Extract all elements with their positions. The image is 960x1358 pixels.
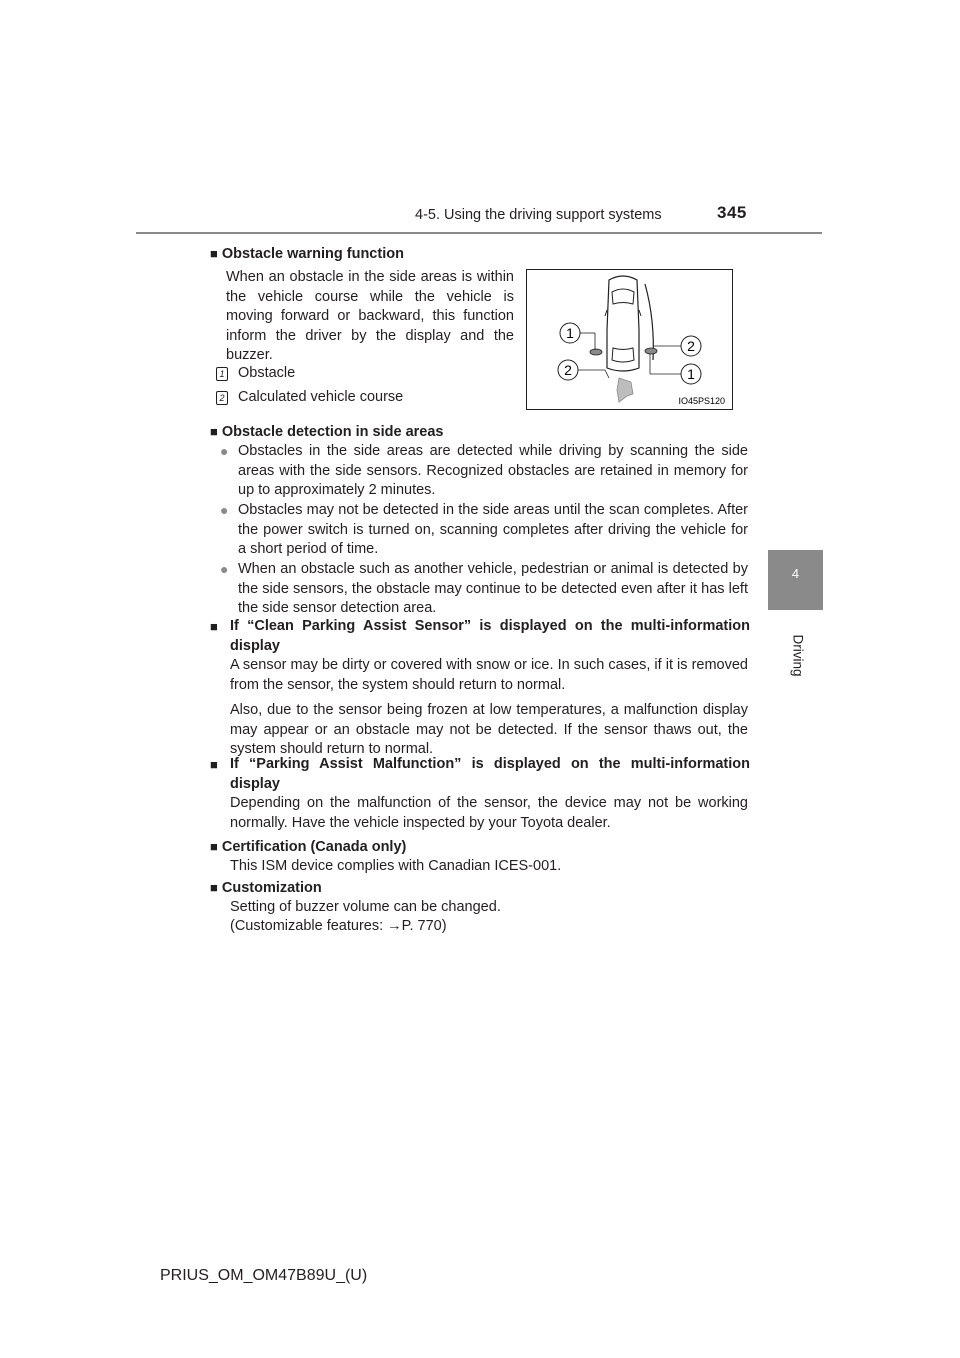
callout-1-right: 1 [687, 366, 695, 382]
document-code: PRIUS_OM_OM47B89U_(U) [160, 1267, 368, 1284]
bullet-dot-icon: ● [220, 502, 229, 518]
square-marker-icon: ■ [210, 880, 218, 895]
list-item: ● When an obstacle such as another vehicle, pedestrian or animal is detected by the side sensors, the obstacle may continue to be detected even after it has left the side sensor detection area. [220, 561, 748, 616]
chapter-tab[interactable]: 4 [768, 550, 823, 610]
square-marker-icon: ■ [210, 424, 218, 439]
list-item: ● Obstacles in the side areas are detected while driving by scanning the side areas with the side sensors. Recognized obstacles are retained in memory for up to approximately 2 minutes. [220, 443, 748, 498]
square-marker-icon: ■ [210, 839, 218, 854]
square-marker-icon: ■ [210, 246, 218, 261]
callout-number-icon: 2 [216, 391, 228, 405]
direction-arrow-icon [617, 378, 633, 402]
chapter-label: Driving [790, 634, 806, 677]
callout-1-left: 1 [566, 325, 574, 341]
malfunction-para: Depending on the malfunction of the sensor, the device may not be working normally. Have the vehicle inspected by your Toyota dealer. [230, 795, 748, 831]
bullet-dot-icon: ● [220, 443, 229, 459]
square-marker-icon: ■ [210, 619, 218, 634]
heading-clean-sensor: ■ If “Clean Parking Assist Sensor” is displayed on the multi-information display [210, 618, 750, 654]
vehicle-diagram [527, 270, 732, 409]
heading-obstacle-warning: ■ Obstacle warning function [210, 246, 404, 262]
heading-customization: ■ Customization [210, 880, 322, 896]
heading-side-detection: ■ Obstacle detection in side areas [210, 424, 444, 440]
list-item: ● Obstacles may not be detected in the side areas until the scan completes. After the power switch is turned on, scanning completes after driving the vehicle for a short period of time. [220, 502, 748, 557]
vehicle-course-figure [526, 269, 733, 410]
customization-line-2[interactable]: (Customizable features: →P. 770) [230, 918, 447, 934]
clean-sensor-para-1: A sensor may be dirty or covered with snow or ice. In such cases, if it is removed from the sensor, the system should return to normal. [230, 657, 748, 693]
obstacle-warning-body: When an obstacle in the side areas is within the vehicle course while the vehicle is moving forward or backward, this function inform the driver by the display and the buzzer. [226, 269, 514, 363]
page-number: 345 [717, 203, 747, 222]
heading-certification: ■ Certification (Canada only) [210, 839, 407, 855]
obstacle-marker-icon [645, 348, 657, 354]
figure-code: IO45PS120 [678, 396, 725, 406]
header-divider [136, 232, 822, 234]
callout-2-right: 2 [687, 338, 695, 354]
bullet-dot-icon: ● [220, 561, 229, 577]
heading-malfunction: ■ If “Parking Assist Malfunction” is displayed on the multi-information display [210, 756, 750, 792]
callout-2-left: 2 [564, 362, 572, 378]
callout-number-icon: 1 [216, 367, 228, 381]
section-title: 4-5. Using the driving support systems [415, 207, 662, 223]
customization-line-1: Setting of buzzer volume can be changed. [230, 899, 501, 915]
obstacle-marker-icon [590, 349, 602, 355]
square-marker-icon: ■ [210, 757, 218, 772]
certification-para: This ISM device complies with Canadian ICES-001. [230, 858, 562, 874]
clean-sensor-para-2: Also, due to the sensor being frozen at low temperatures, a malfunction display may appear or an obstacle may not be detected. If the sensor thaws out, the system should return to normal. [230, 702, 748, 757]
